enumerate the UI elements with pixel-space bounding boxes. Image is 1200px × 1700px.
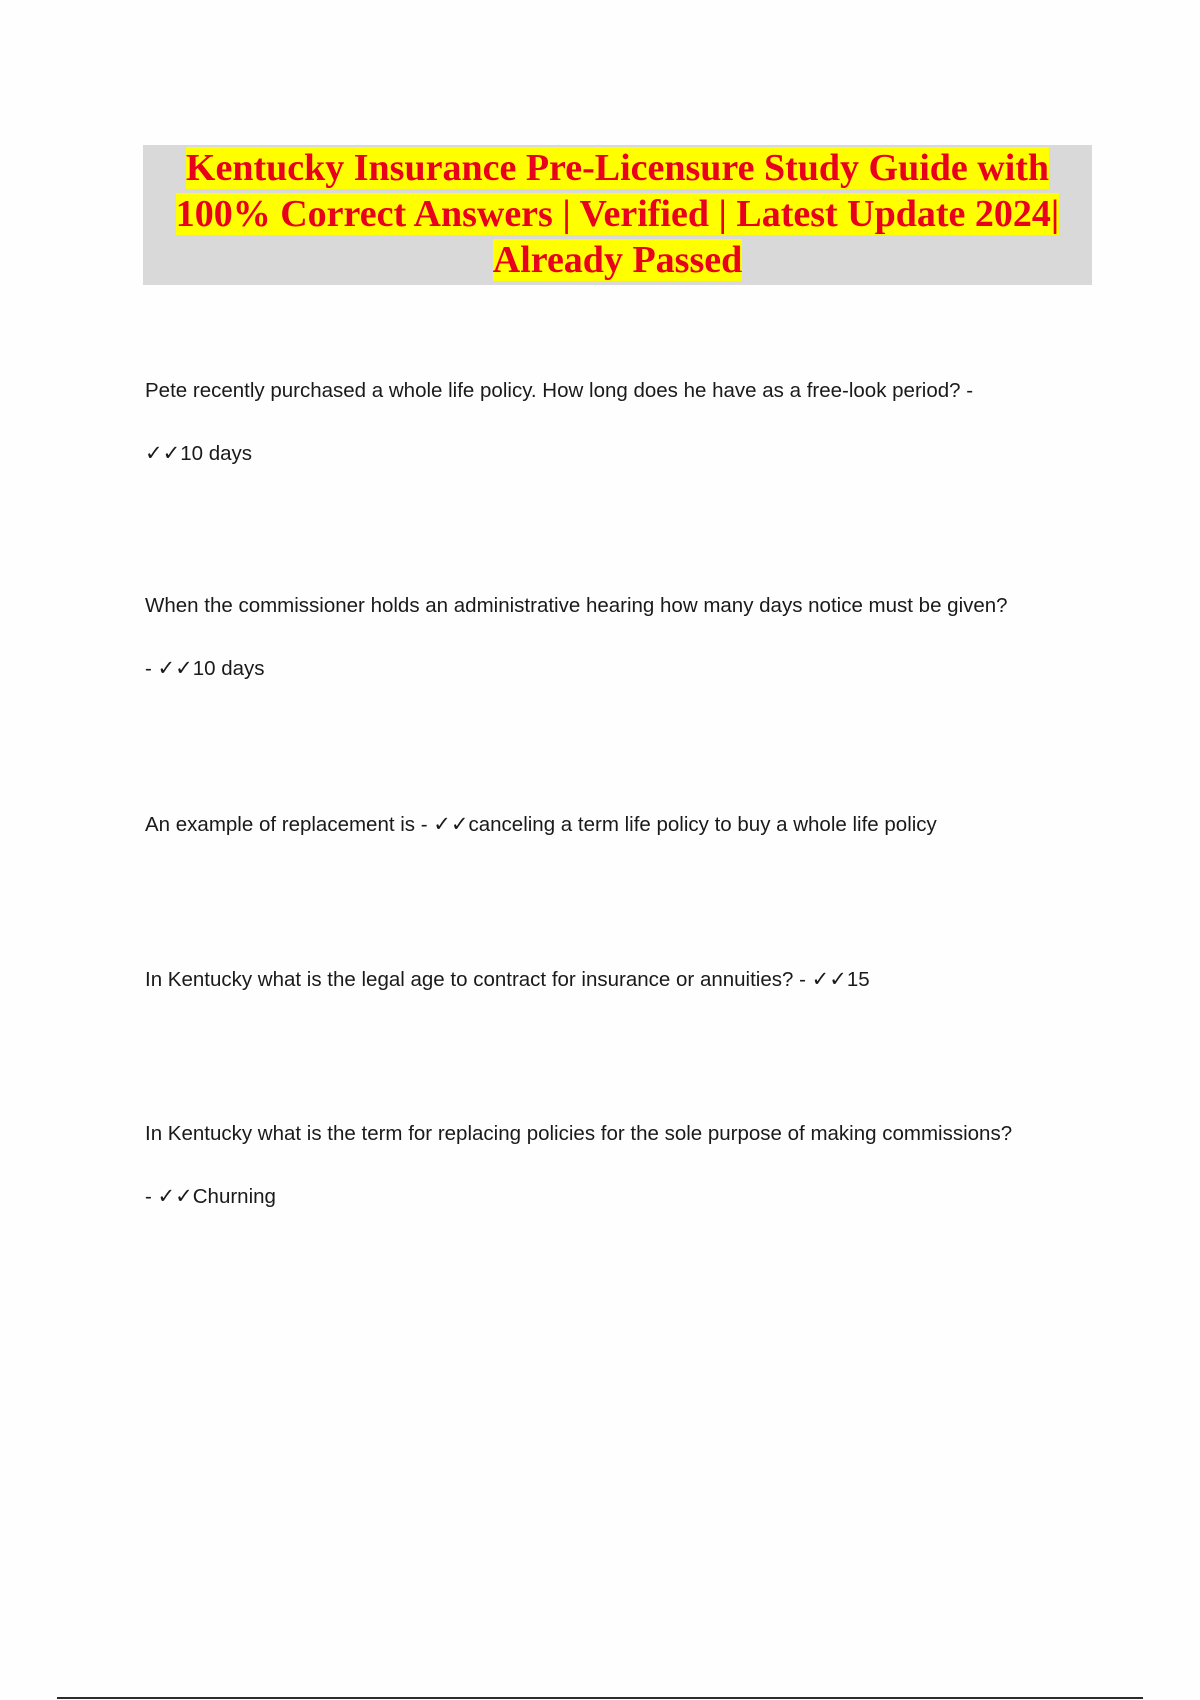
- answer-text: 10 days: [180, 442, 253, 465]
- answer-line: [145, 422, 1095, 485]
- check-mark-icon: ✓✓: [157, 1184, 193, 1208]
- document-title: Kentucky Insurance Pre-Licensure Study Guide with 100% Correct Answers | Verified | Latest Update 2024| Already Passed: [175, 147, 1060, 281]
- answer-line: [145, 637, 1095, 700]
- question-text: In Kentucky what is the legal age to contract for insurance or annuities? -: [145, 968, 812, 991]
- qa-item-2: [145, 575, 1095, 700]
- answer-text: Churning: [192, 1185, 276, 1208]
- title-banner: [143, 145, 1092, 285]
- question-text: An example of replacement is -: [145, 813, 434, 836]
- question-text: When the commissioner holds an administrative hearing how many days notice must be given?: [145, 594, 1008, 617]
- qa-item-5: [145, 1103, 1095, 1228]
- footer-divider: [57, 1697, 1143, 1699]
- question-text: Pete recently purchased a whole life policy. How long does he have as a free-look period? -: [145, 379, 974, 402]
- check-mark-icon: ✓✓: [433, 812, 469, 836]
- check-mark-icon: ✓✓: [145, 441, 181, 465]
- check-mark-icon: ✓✓: [157, 656, 193, 680]
- answer-text: 15: [846, 968, 870, 991]
- qa-line: [145, 793, 1095, 856]
- answer-text: canceling a term life policy to buy a whole life policy: [468, 813, 937, 836]
- answer-prefix: -: [145, 657, 158, 680]
- qa-item-3: [145, 793, 1095, 856]
- qa-line: [145, 948, 1095, 1011]
- answer-prefix: -: [145, 1185, 158, 1208]
- qa-item-4: [145, 948, 1095, 1011]
- question-text: In Kentucky what is the term for replacing policies for the sole purpose of making commissions?: [145, 1122, 1013, 1145]
- answer-line: [145, 1165, 1095, 1228]
- answer-text: 10 days: [192, 657, 265, 680]
- qa-item-1: [145, 360, 1095, 485]
- check-mark-icon: ✓✓: [811, 967, 847, 991]
